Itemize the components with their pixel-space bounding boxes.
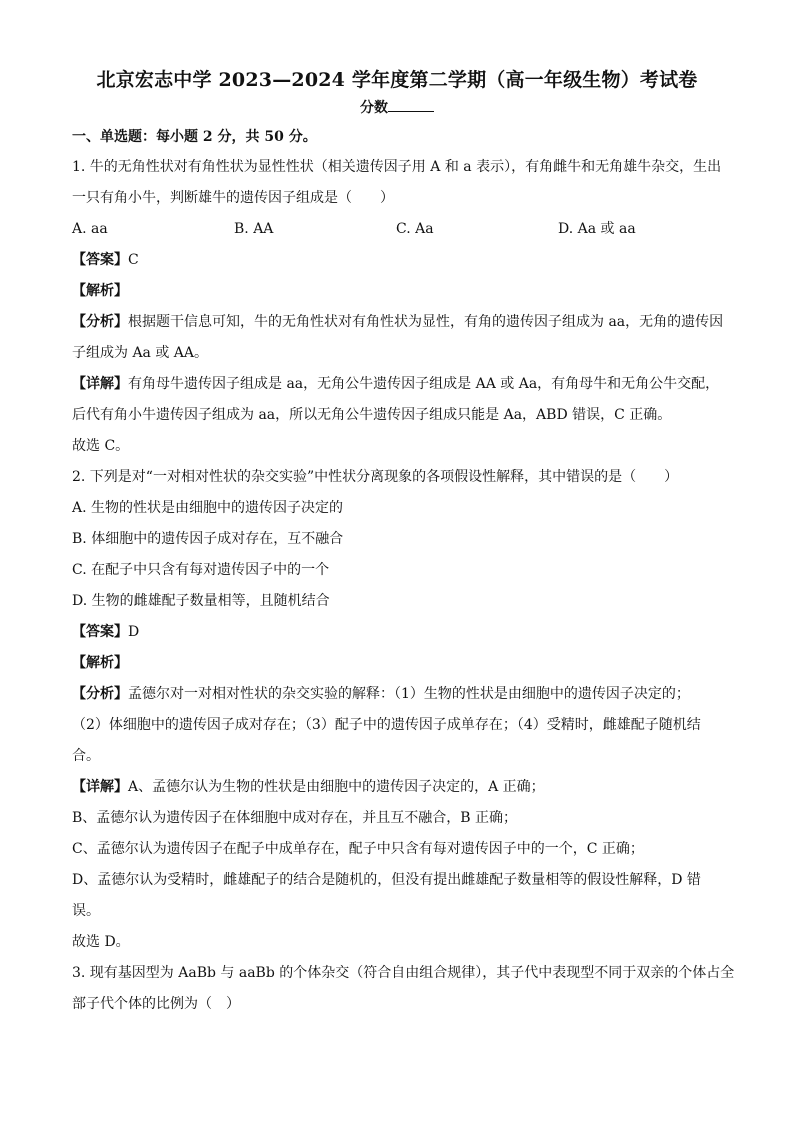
q2-conclusion: 故选 D。 <box>72 934 130 950</box>
exam-title: 北京宏志中学 2023—2024 学年度第二学期（高一年级生物）考试卷 <box>96 69 698 91</box>
q1-fenxi-line1 <box>72 307 722 338</box>
q2-xiangjie-tag: 【详解】 <box>72 779 128 795</box>
q2-fenxi-text1: 孟德尔对一对相对性状的杂交实验的解释：（1）生物的性状是由细胞中的遗传因子决定的； <box>128 686 690 702</box>
q1-xiangjie-text1: 有角母牛遗传因子组成是 aa，无角公牛遗传因子组成是 AA 或 Aa，有角母牛和无角公牛交配， <box>128 376 720 392</box>
q2-answer-value: D <box>128 624 140 640</box>
q1-xiangjie-line2: 后代有角小牛遗传因子组成为 aa，所以无角公牛遗传因子组成只能是 Aa，ABD 错误，C 正确。 <box>72 407 672 423</box>
q1-analysis-tag: 【解析】 <box>72 283 128 299</box>
q3-stem-line1: 3. 现有基因型为 AaBb 与 aaBb 的个体杂交（符合自由组合规律），其子代中表现型不同于双亲的个体占全 <box>72 965 735 981</box>
q1-answer-tag: 【答案】 <box>72 252 128 268</box>
q2-xiangjie-line1 <box>72 772 722 803</box>
q1-xiangjie-tag: 【详解】 <box>72 376 128 392</box>
q1-option-a: A. aa <box>72 221 108 237</box>
q2-fenxi-line3: 合。 <box>72 748 100 764</box>
q2-line-b: B、孟德尔认为遗传因子在体细胞中成对存在，并且互不融合，B 正确； <box>72 810 518 826</box>
q2-fenxi-line1 <box>72 679 722 710</box>
q1-answer-value: C <box>128 252 139 268</box>
q1-fenxi-text1: 根据题干信息可知，牛的无角性状对有角性状为显性，有角的遗传因子组成为 aa，无角的遗传因 <box>128 314 724 330</box>
q2-fenxi-tag: 【分析】 <box>72 686 128 702</box>
q1-option-d: D. Aa 或 aa <box>558 221 636 237</box>
q2-option-a: A. 生物的性状是由细胞中的遗传因子决定的 <box>72 500 344 516</box>
score-label: 分数 <box>360 100 388 116</box>
q2-stem: 2. 下列是对“一对相对性状的杂交实验”中性状分离现象的各项假设性解释，其中错误的是（ ） <box>72 469 679 485</box>
q1-stem-line2: 一只有角小牛，判断雄牛的遗传因子组成是（ ） <box>72 190 394 206</box>
q2-analysis-tag: 【解析】 <box>72 655 128 671</box>
q2-option-b: B. 体细胞中的遗传因子成对存在，互不融合 <box>72 531 344 547</box>
q1-option-b: B. AA <box>234 221 274 237</box>
score-field <box>72 96 722 120</box>
q3-stem-line2: 部子代个体的比例为（ ） <box>72 996 240 1012</box>
q1-fenxi-tag: 【分析】 <box>72 314 128 330</box>
q2-line-d2: 误。 <box>72 903 100 919</box>
q2-fenxi-line2: （2）体细胞中的遗传因子成对存在；（3）配子中的遗传因子成单存在；（4）受精时，雌雄配子随机结 <box>72 717 701 733</box>
q2-xiangjie-text1: A、孟德尔认为生物的性状是由细胞中的遗传因子决定的，A 正确； <box>128 779 545 795</box>
question-1 <box>72 152 722 462</box>
q2-line-d1: D、孟德尔认为受精时，雌雄配子的结合是随机的，但没有提出雌雄配子数量相等的假设性解释，D 错 <box>72 872 701 888</box>
question-2 <box>72 462 722 958</box>
q1-xiangjie-line1 <box>72 369 722 400</box>
question-3 <box>72 958 735 1020</box>
q2-option-d: D. 生物的雌雄配子数量相等，且随机结合 <box>72 593 330 609</box>
q1-answer <box>72 245 722 276</box>
q2-line-c: C、孟德尔认为遗传因子在配子中成单存在，配子中只含有每对遗传因子中的一个，C 正确； <box>72 841 644 857</box>
q1-options <box>72 214 722 245</box>
q1-option-c: C. Aa <box>396 221 434 237</box>
q2-answer <box>72 617 722 648</box>
q2-option-c: C. 在配子中只含有每对遗传因子中的一个 <box>72 562 330 578</box>
score-blank <box>388 97 434 112</box>
q2-answer-tag: 【答案】 <box>72 624 128 640</box>
q1-fenxi-line2: 子组成为 Aa 或 AA。 <box>72 345 209 361</box>
q1-stem-line1: 1. 牛的无角性状对有角性状为显性性状（相关遗传因子用 A 和 a 表示），有角雌牛和无角雄牛杂交，生出 <box>72 159 722 175</box>
q1-conclusion: 故选 C。 <box>72 438 130 454</box>
section-heading: 一、单选题：每小题 2 分，共 50 分。 <box>72 129 317 145</box>
